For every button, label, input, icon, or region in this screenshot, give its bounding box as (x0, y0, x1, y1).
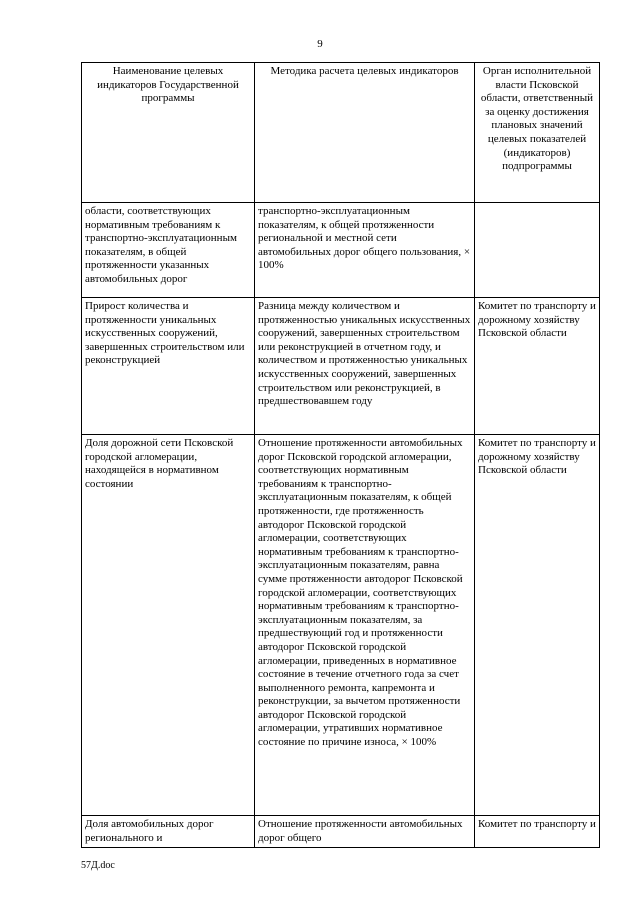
document-filename: 57Д.doc (81, 860, 115, 871)
responsible-cell: Комитет по транспорту и дорожному хозяйству Псковской области (475, 298, 600, 435)
table-row (82, 203, 600, 298)
table-row (82, 435, 600, 816)
method-cell: Отношение протяженности автомобильных дорог общего (255, 816, 475, 848)
indicator-cell: области, соответствующих нормативным требованиям к транспортно-эксплуатационным показателям, в общей протяженности указанных автомобильных дорог (82, 203, 255, 298)
method-cell: Разница между количеством и протяженностью уникальных искусственных сооружений, завершенных строительством или реконструкцией в отчетном году, и количеством и протяженностью уникальных искусственных сооружений, завершенных строительством или реконструкцией, в предшествовавшем году (255, 298, 475, 435)
header-method: Методика расчета целевых индикаторов (255, 63, 475, 203)
table-header-row (82, 63, 600, 203)
responsible-cell: Комитет по транспорту и (475, 816, 600, 848)
method-cell: Отношение протяженности автомобильных дорог Псковской городской агломерации, соответствующих нормативным требованиям к транспортно-эксплуатационным показателям, к общей протяженности, где протяженность автодорог Псковской городской агломерации, соответствующих нормативным требованиям к транспортно-эксплуатационным показателям, равна сумме протяженности автодорог Псковской городской агломерации, соответствующих нормативным требованиям к транспортно-эксплуатационным показателям, за предшествующий год и протяженности автодорог Псковской городской агломерации, приведенных в нормативное состояние в течение отчетного года за счет выполненного ремонта, капремонта и реконструкции, за вычетом протяженности автодорог Псковской городской агломерации, утративших нормативное состояние по причине износа, × 100% (255, 435, 475, 816)
header-indicator-name: Наименование целевых индикаторов Государственной программы (82, 63, 255, 203)
method-cell: транспортно-эксплуатационным показателям, к общей протяженности региональной и местной сети автомобильных дорог общего пользования, × 100% (255, 203, 475, 298)
page-number: 9 (317, 38, 323, 50)
responsible-cell: Комитет по транспорту и дорожному хозяйству Псковской области (475, 435, 600, 816)
header-responsible-body: Орган исполнительной власти Псковской области, ответственный за оценку достижения плановых значений целевых показателей (индикаторов) подпрограммы (475, 63, 600, 203)
responsible-cell (475, 203, 600, 298)
indicator-cell: Прирост количества и протяженности уникальных искусственных сооружений, завершенных строительством или реконструкцией (82, 298, 255, 435)
indicator-cell: Доля автомобильных дорог регионального и (82, 816, 255, 848)
table-row (82, 298, 600, 435)
indicator-cell: Доля дорожной сети Псковской городской агломерации, находящейся в нормативном состоянии (82, 435, 255, 816)
table-row (82, 816, 600, 848)
indicators-table (81, 62, 600, 848)
